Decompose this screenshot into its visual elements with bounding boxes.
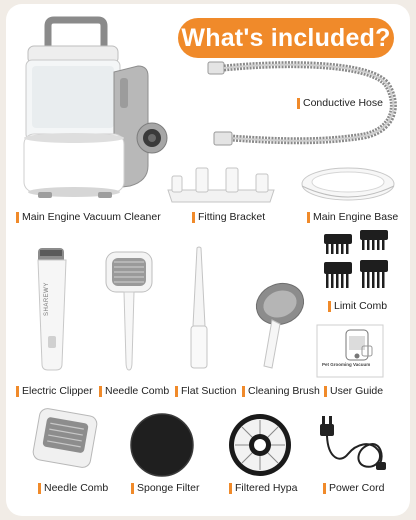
banner-title: What's included? [181,23,391,52]
hose-icon [204,56,404,166]
clipper-brand: SHAREWY [44,282,50,316]
whats-included-banner [178,18,394,58]
clipper-icon [32,246,72,372]
base-icon [298,162,398,206]
user-guide-icon [316,324,384,378]
label-cleaning-brush: Cleaning Brush [242,385,320,397]
label-power-cord: Power Cord [323,482,384,494]
needle-comb-icon [104,250,154,374]
power-cord-icon [318,414,390,478]
label-needle-comb: Needle Comb [99,385,169,397]
bracket-icon [162,162,280,206]
label-fitting-bracket: Fitting Bracket [192,211,265,223]
label-main-engine-vacuum: Main Engine Vacuum Cleaner [16,211,161,223]
guide-caption: Pet Grooming Vacuum [322,362,371,367]
cleaning-brush-icon [250,280,306,372]
label-conductive-hose: Conductive Hose [297,97,383,109]
hepa-filter-icon [227,412,293,478]
label-filtered-hypa: Filtered Hypa [229,482,297,494]
label-sponge-filter: Sponge Filter [131,482,199,494]
vacuum-cleaner-icon [18,16,168,201]
label-needle-comb-2: Needle Comb [38,482,108,494]
flat-suction-icon [183,246,215,372]
label-main-engine-base: Main Engine Base [307,211,398,223]
label-user-guide: User Guide [324,385,383,397]
label-electric-clipper: Electric Clipper [16,385,93,397]
limit-comb-icon [322,228,390,294]
label-flat-suction: Flat Suction [175,385,236,397]
label-limit-comb: Limit Comb [328,300,387,312]
sponge-filter-icon [129,412,195,478]
needle-comb-2-icon [30,408,100,472]
